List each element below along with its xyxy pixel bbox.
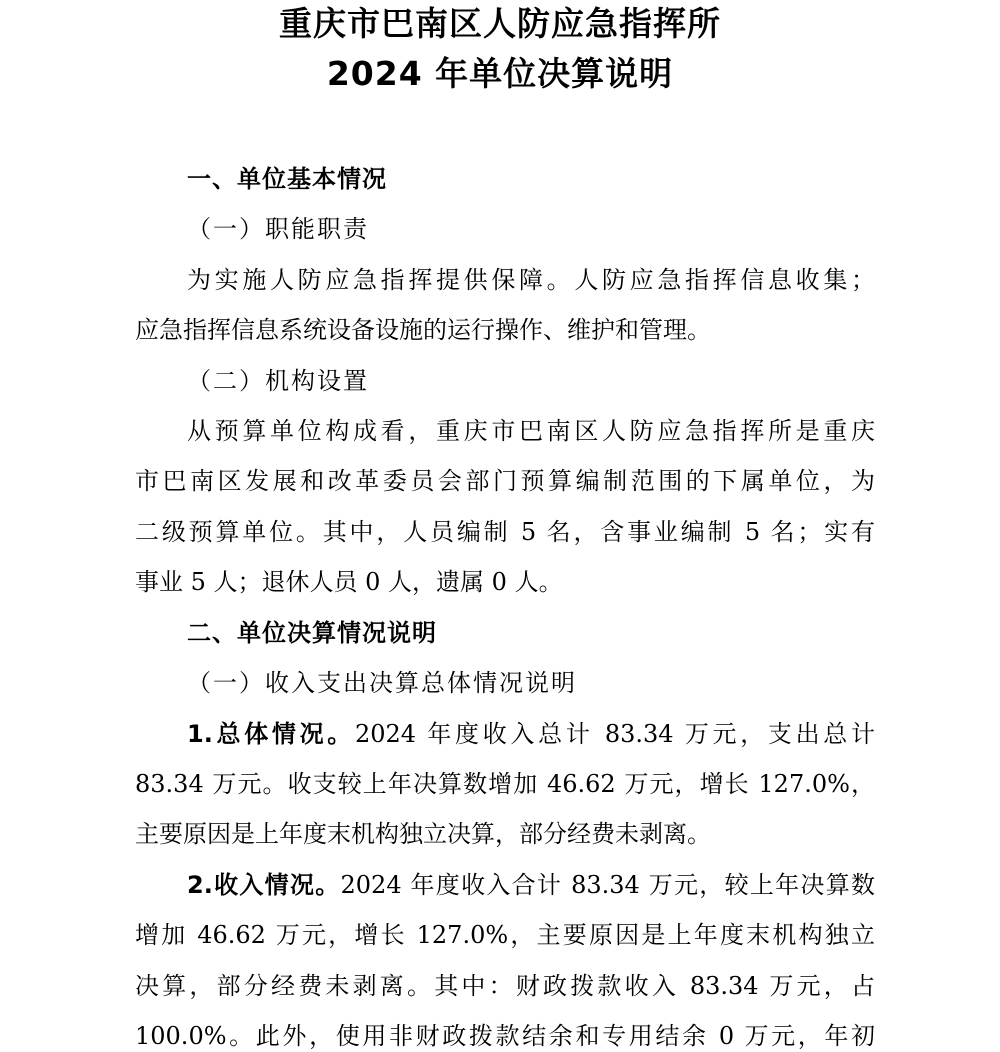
- duties-line-2: 应急指挥信息系统设备设施的运行操作、维护和管理。: [135, 316, 711, 344]
- income-line-2: 增加 46.62 万元，增长 127.0%，主要原因是上年度末机构独立: [135, 921, 875, 949]
- overall-line-1: [187, 719, 875, 749]
- overall-lead: 1.总体情况。: [187, 720, 355, 748]
- document-title-line2: 2024 年单位决算说明: [326, 54, 674, 93]
- overall-line-3: 主要原因是上年度末机构独立决算，部分经费未剥离。: [135, 820, 711, 848]
- section1-sub1-heading: （一）职能职责: [187, 215, 369, 243]
- org-line-3: 二级预算单位。其中，人员编制 5 名，含事业编制 5 名；实有: [135, 518, 875, 546]
- section2-sub1-heading: （一）收入支出决算总体情况说明: [187, 669, 577, 697]
- income-line-3: 决算，部分经费未剥离。其中：财政拨款收入 83.34 万元，占: [135, 972, 875, 1000]
- org-line-2: 市巴南区发展和改革委员会部门预算编制范围的下属单位，为: [135, 467, 875, 495]
- org-line-1: 从预算单位构成看，重庆市巴南区人防应急指挥所是重庆: [187, 417, 875, 445]
- overall-line-2: 83.34 万元。收支较上年决算数增加 46.62 万元，增长 127.0%，: [135, 770, 875, 798]
- income-line-4: 100.0%。此外，使用非财政拨款结余和专用结余 0 万元，年初: [135, 1022, 875, 1050]
- document-title-line1: 重庆市巴南区人防应急指挥所: [279, 4, 721, 43]
- section1-sub2-heading: （二）机构设置: [187, 367, 369, 395]
- section2-heading: 二、单位决算情况说明: [187, 619, 437, 647]
- overall-line-1-rest: 2024 年度收入总计 83.34 万元，支出总计: [354, 720, 875, 748]
- income-line-1: [187, 870, 875, 900]
- duties-line-1: 为实施人防应急指挥提供保障。人防应急指挥信息收集；: [187, 266, 875, 294]
- section1-heading: 一、单位基本情况: [187, 165, 387, 193]
- income-lead: 2.收入情况。: [187, 871, 341, 899]
- income-line-1-rest: 2024 年度收入合计 83.34 万元，较上年决算数: [340, 871, 875, 899]
- org-line-4: 事业 5 人；退休人员 0 人，遗属 0 人。: [135, 568, 563, 596]
